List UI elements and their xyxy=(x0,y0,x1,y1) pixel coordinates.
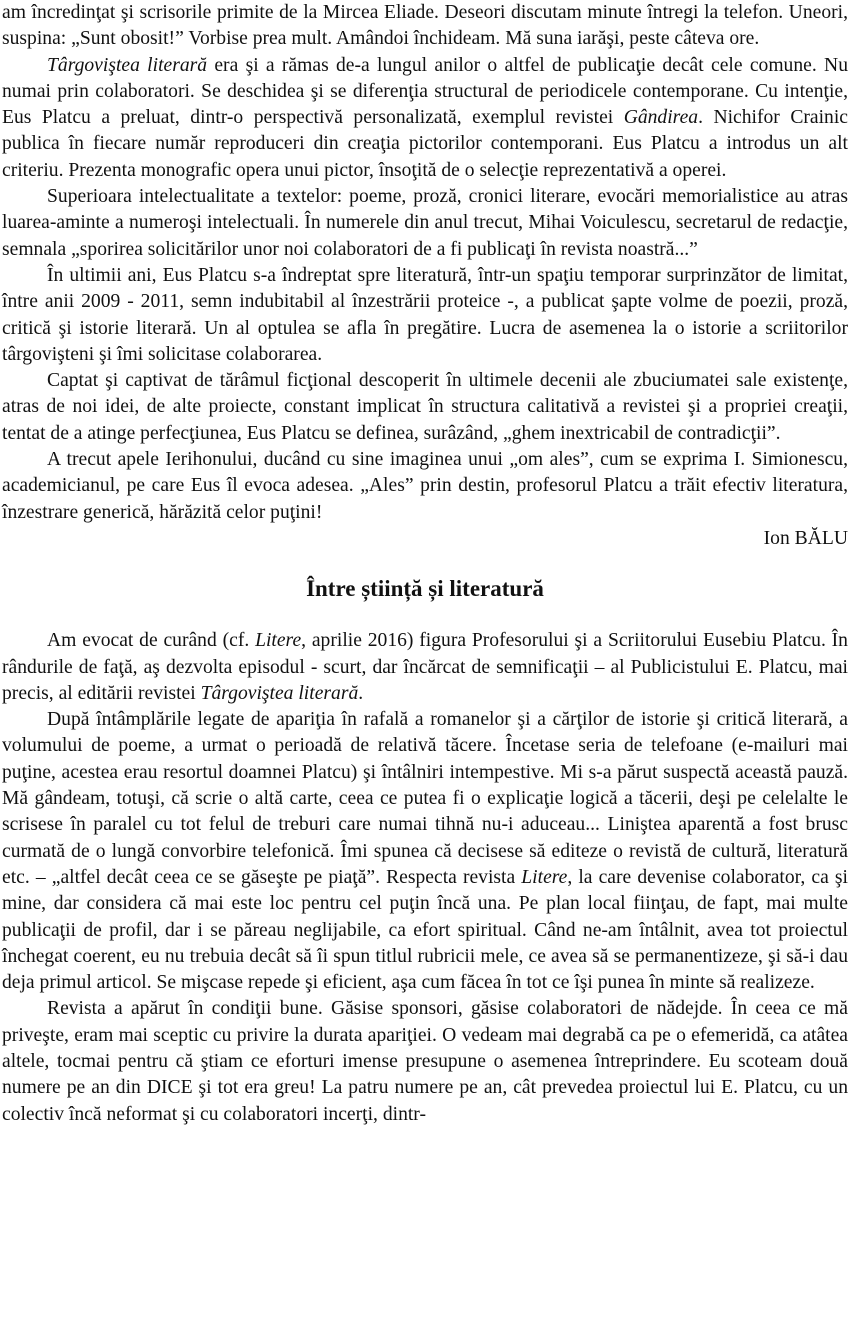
publication-title: Târgoviştea literară xyxy=(47,54,208,76)
paragraph: Superioara intelectualitate a textelor: poeme, proză, cronici literare, evocări memorialistice au atras luarea-aminte a numeroşi intelectuali. În numerele din anul trecut, Mihai Voiculescu, secretarul de redacţie, semnala „sporirea solicitărilor unor noi colaboratori de a fi publicaţi în revista noastră...” xyxy=(2,186,848,260)
text-span: . Nichifor Crainic publica în fiecare număr reproduceri din creaţia pictorilor contemporani. Eus Platcu a introdus un alt criteriu. Prezenta monografic opera unui pictor, însoţită de o selecţie reprezentativă a operei. xyxy=(2,107,848,181)
text-span: era şi a rămas de-a lungul anilor o altfel de publicaţie decât cele comune. Nu numai prin colaboratori. Se deschidea şi se diferenţia structural de periodicele contemporane. Cu intenţie, Eus Platcu a preluat, dintr-o perspectivă personalizată, exemplul revistei xyxy=(2,54,848,129)
publication-title: Litere xyxy=(255,630,302,652)
text-span: , aprilie 2016) figura Profesorului şi a Scriitorului Eusebiu Platcu. În rândurile de faţă, aş dezvolta episodul - scurt, dar încărcat de semnificaţii – al Publicistului E. Platcu, mai precis, al editării revistei xyxy=(2,630,848,704)
publication-title: Litere xyxy=(521,866,568,888)
paragraph: Captat şi captivat de tărâmul ficţional descoperit în ultimele decenii ale zbuciumatei sale existenţe, atras de noi idei, de alte proiecte, constant implicat în structura calitativă a revistei şi a propriei creaţii, tentat de a atinge perfecţiunea, Eus Platcu se definea, surâzând, „ghem inextricabil de contradicţii”. xyxy=(2,370,848,444)
article-title: Între știință și literatură xyxy=(306,576,544,602)
paragraph: Revista a apărut în condiţii bune. Găsise sponsori, găsise colaboratori de nădejde. În ceea ce mă priveşte, eram mai sceptic cu privire la durata apariţiei. O vedeam mai degrabă ca pe o efemeridă, ca atâtea altele, tocmai pentru că ştiam ce eforturi imense presupune o asemenea întreprindere. Eu scoteam două numere pe an din DICE şi tot era greu! La patru numere pe an, cât prevedea proiectul lui E. Platcu, cu un colectiv încă neformat şi cu colaboratori incerţi, dintr- xyxy=(2,998,848,1125)
paragraph: am încredinţat şi scrisorile primite de la Mircea Eliade. Deseori discutam minute întregi la telefon. Uneori, suspina: „Sunt obosit!” Vorbise prea mult. Amândoi închideam. Mă suna iarăşi, peste câteva ore. xyxy=(2,2,848,50)
paragraph xyxy=(2,628,848,707)
paragraph: A trecut apele Ierihonului, ducând cu sine imaginea unui „om ales”, cum se exprima I. Simionescu, academicianul, pe care Eus îl evoca adesea. „Ales” prin destin, profesorul Platcu a trăit efectiv literatura, înzestrare generică, hărăzită celor puţini! xyxy=(2,449,848,523)
paragraph: În ultimii ani, Eus Platcu s-a îndreptat spre literatură, într-un spaţiu temporar surprinzător de limitat, între anii 2009 - 2011, semn indubitabil al înzestrării proteice -, a publicat şapte volme de poezii, proză, critică şi istorie literară. Un al optulea se afla în pregătire. Lucra de asemenea la o istorie a scriitorilor târgovişteni şi îmi solicitase colaborarea. xyxy=(2,264,848,365)
text-span: , la care devenise colaborator, ca şi mine, dar considera că mai este loc pentru cel puţin încă una. Pe plan local fiinţau, de fapt, mai multe publicaţii de profil, dar i se păreau neglijabile, ca efort spiritual. Când ne-am întâlnit, avea tot proiectul închegat coerent, eu nu trebuia decât să îi spun titlul rubricii mele, ce avea să se permanentizeze, şi să-i dau deja primul articol. Se mişcase repede şi eficient, aşa cum făcea în tot ce îşi punea în minte să realizeze. xyxy=(2,866,848,994)
paragraph xyxy=(2,53,848,184)
text-span: . xyxy=(358,682,364,704)
text-span: După întâmplările legate de apariţia în rafală a romanelor şi a cărţilor de istorie şi critică literară, a volumului de poeme, a urmat o perioadă de relativă tăcere. Încetase seria de telefoane (e-mailuri mai puţine, acestea erau resortul doamnei Platcu) şi întâlniri intempestive. Mi s-a părut suspectă această pauză. Mă gândeam, totuşi, că scrie o altă carte, ceea ce putea fi o explicaţie logică a tăcerii, deşi pe celelalte le scrisese în paralel cu tot felul de treburi care numai tihnă nu-i aduceau... Liniştea aparentă a fost brusc curmată de o lungă convorbire telefonică. Îmi spunea că decisese să editeze o revistă de cultură, literatură etc. – „altfel decât ceea ce se găseşte pe piaţă”. Respecta revista xyxy=(2,709,848,888)
publication-title: Târgoviştea literară xyxy=(200,682,359,704)
publication-title: Gândirea xyxy=(623,107,699,129)
text-span: Am evocat de curând (cf. xyxy=(47,630,256,652)
author-signature: Ion BĂLU xyxy=(763,527,848,549)
paragraph xyxy=(2,707,848,996)
